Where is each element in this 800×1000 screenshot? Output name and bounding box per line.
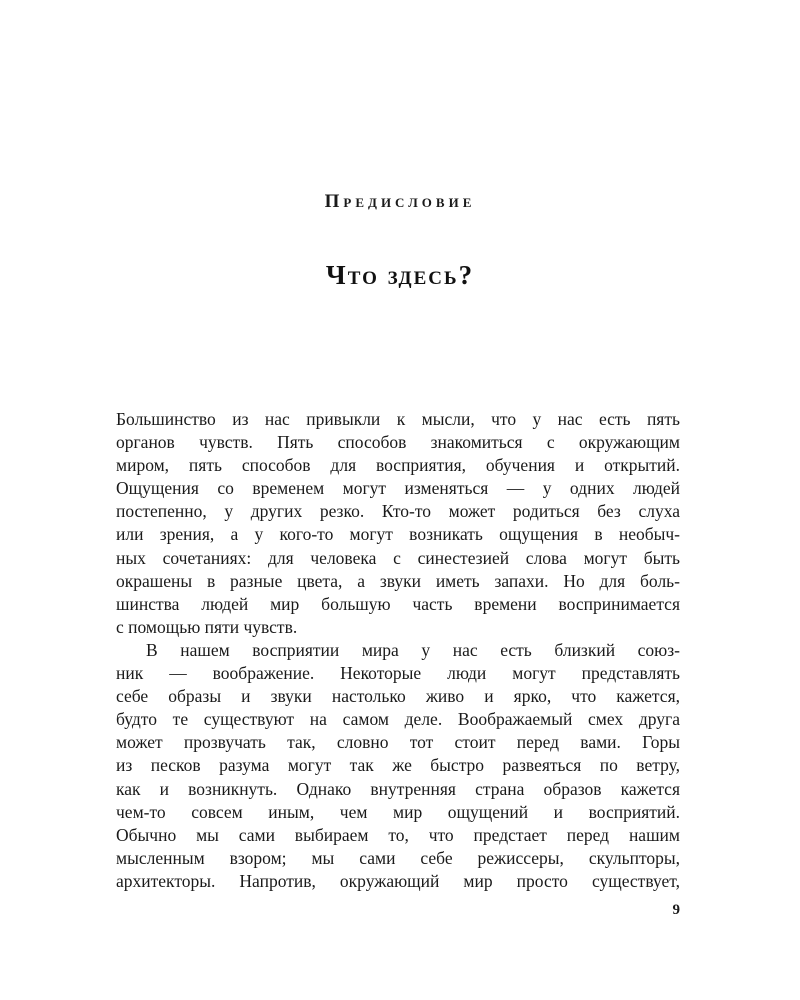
text-line: Ощущения со временем могут изменяться — у одних людей (116, 478, 680, 499)
text-line: Большинство из нас привыкли к мысли, что у нас есть пять (116, 409, 680, 429)
text-line: В нашем восприятии мира у нас есть близкий союз- (146, 639, 680, 660)
text-line: ных сочетаниях: для человека с синестезией слова могут быть (116, 547, 680, 568)
text-line: окрашены в разные цвета, а звуки иметь запахи. Но для боль- (116, 570, 680, 591)
body-text (116, 408, 680, 893)
text-line: из песков разума могут так же быстро развеяться по ветру, (116, 755, 680, 776)
text-line: с помощью пяти чувств. (116, 616, 298, 637)
text-line: как и возникнуть. Однако внутренняя страна образов кажется (116, 778, 680, 799)
text-line: шинства людей мир большую часть времени воспринимается (116, 593, 680, 614)
page-number: 9 (672, 902, 680, 918)
text-line: может прозвучать так, словно тот стоит перед вами. Горы (116, 732, 680, 753)
text-line: или зрения, а у кого-то могут возникать ощущения в необыч- (116, 524, 680, 545)
text-line: постепенно, у других резко. Кто-то может родиться без слуха (116, 501, 680, 522)
text-line: ник — воображение. Некоторые люди могут представлять (116, 663, 680, 684)
text-line: мысленным взором; мы сами себе режиссеры, скульпторы, (116, 847, 680, 868)
text-line: себе образы и звуки настолько живо и ярко, что кажется, (116, 686, 680, 707)
text-line: миром, пять способов для восприятия, обучения и открытий. (116, 455, 680, 476)
text-line: органов чувств. Пять способов знакомиться с окружающим (116, 432, 680, 453)
text-line: чем-то совсем иным, чем мир ощущений и восприятий. (116, 801, 680, 822)
section-label: Предисловие (324, 191, 476, 212)
text-line: архитекторы. Напротив, окружающий мир просто существует, (116, 870, 680, 891)
chapter-title: Что здесь? (325, 260, 475, 290)
text-line: Обычно мы сами выбираем то, что предстает перед нашим (116, 824, 680, 845)
text-line: будто те существуют на самом деле. Воображаемый смех друга (116, 709, 680, 730)
